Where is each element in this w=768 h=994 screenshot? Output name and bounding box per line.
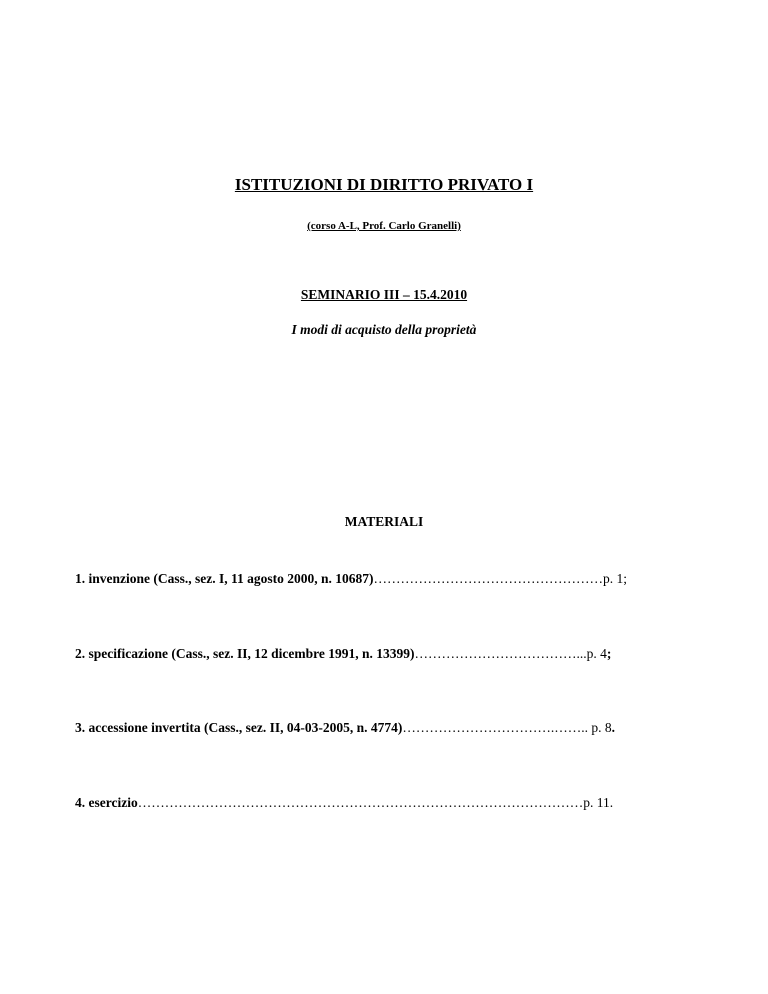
toc-entry-label: 2. specificazione (Cass., sez. II, 12 dicembre 1991, n. 13399): [75, 646, 415, 661]
toc-entry-specificazione: [75, 646, 611, 662]
toc-page-number: p. 11.: [583, 795, 614, 810]
toc-page-number: p. 8: [587, 720, 612, 735]
materials-heading: MATERIALI: [344, 514, 424, 529]
toc-entry-invenzione: [75, 571, 627, 587]
toc-leader-dots: …………………………….……..: [402, 720, 588, 735]
seminar-heading: SEMINARIO III – 15.4.2010: [300, 287, 468, 302]
toc-entry-label: 4. esercizio: [75, 795, 138, 810]
document-title: ISTITUZIONI DI DIRITTO PRIVATO I: [234, 175, 534, 194]
toc-page-number: p. 4: [586, 646, 607, 661]
toc-entry-label: 1. invenzione (Cass., sez. I, 11 agosto 2000, n. 10687): [75, 571, 374, 586]
toc-page-number: p. 1;: [603, 571, 628, 586]
toc-leader-dots: ………………………………………………………………………………………: [137, 795, 584, 810]
toc-entry-label: 3. accessione invertita (Cass., sez. II, 04-03-2005, n. 4774): [75, 720, 403, 735]
toc-entry-punctuation: ;: [606, 646, 612, 661]
toc-leader-dots: ……………………………………………: [373, 571, 604, 586]
toc-entry-punctuation: .: [611, 720, 615, 735]
toc-entry-esercizio: [75, 795, 613, 811]
toc-entry-accessione-invertita: [75, 720, 615, 736]
course-subtitle: (corso A-L, Prof. Carlo Granelli): [307, 220, 461, 232]
seminar-topic: I modi di acquisto della proprietà: [291, 322, 477, 337]
toc-leader-dots: ………………………………...: [414, 646, 587, 661]
